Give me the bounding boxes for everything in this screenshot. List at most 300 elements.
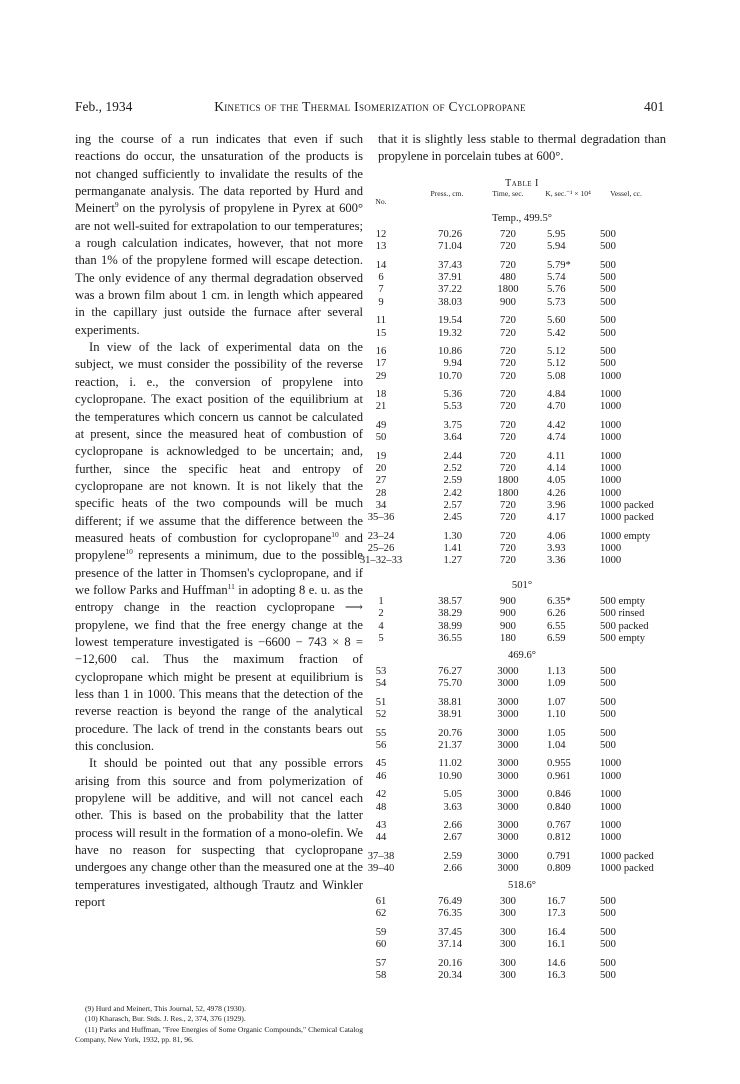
cell-time: 3000	[497, 801, 519, 813]
cell-rate-constant: 5.79*	[547, 259, 571, 271]
cell-pressure: 3.64	[443, 432, 462, 444]
cell-row-number: 62	[375, 908, 387, 920]
cell-pressure: 2.66	[443, 863, 462, 875]
cell-vessel: 1000 packed	[600, 512, 654, 524]
cell-row-number: 54	[375, 678, 387, 690]
cell-row-number: 17	[375, 358, 387, 370]
cell-pressure: 1.30	[443, 530, 462, 542]
table-row	[0, 432, 740, 444]
cell-rate-constant: 17.3	[547, 908, 566, 920]
cell-time: 3000	[497, 678, 519, 690]
cell-rate-constant: 3.93	[547, 543, 566, 554]
cell-vessel: 500	[600, 358, 616, 370]
cell-pressure: 36.55	[438, 632, 462, 644]
cell-rate-constant: 0.812	[547, 832, 571, 844]
cell-rate-constant: 4.42	[547, 419, 566, 431]
cell-time: 300	[500, 926, 516, 938]
cell-pressure: 76.27	[438, 666, 462, 677]
cell-rate-constant: 4.11	[547, 450, 566, 462]
cell-vessel: 1000	[600, 487, 622, 499]
cell-rate-constant: 5.73	[547, 296, 566, 308]
cell-pressure: 76.49	[438, 896, 462, 907]
cell-vessel: 1000	[600, 419, 622, 431]
cell-time: 720	[500, 346, 516, 357]
cell-vessel: 500	[600, 272, 616, 284]
cell-rate-constant: 4.05	[547, 475, 566, 487]
cell-pressure: 20.76	[438, 727, 462, 739]
cell-vessel: 1000	[600, 758, 622, 770]
cell-rate-constant: 5.08	[547, 370, 566, 382]
col-header-vessel: Vessel, cc.	[610, 189, 642, 198]
cell-time: 720	[500, 512, 516, 524]
table-row	[0, 358, 740, 370]
cell-pressure: 71.04	[438, 241, 462, 253]
cell-vessel: 1000	[600, 555, 622, 567]
cell-row-number: 43	[375, 820, 387, 831]
cell-row-number: 4	[378, 620, 384, 632]
cell-time: 720	[500, 259, 516, 271]
table-row	[0, 758, 740, 770]
table-row	[0, 389, 740, 401]
cell-time: 300	[500, 908, 516, 920]
cell-pressure: 5.53	[443, 401, 462, 413]
cell-time: 1800	[497, 475, 519, 487]
cell-pressure: 37.45	[438, 926, 462, 938]
cell-vessel: 500	[600, 696, 616, 708]
cell-row-number: 52	[375, 709, 387, 721]
cell-vessel: 1000 packed	[600, 499, 654, 511]
cell-pressure: 5.36	[443, 389, 462, 401]
cell-pressure: 20.16	[438, 957, 462, 969]
cell-pressure: 76.35	[438, 908, 462, 920]
cell-pressure: 2.59	[443, 850, 462, 862]
table-row	[0, 927, 740, 939]
cell-pressure: 38.29	[438, 608, 462, 620]
table-row	[0, 555, 740, 567]
cell-time: 300	[500, 957, 516, 969]
cell-time: 720	[500, 389, 516, 401]
cell-time: 720	[500, 229, 516, 240]
cell-row-number: 28	[375, 487, 387, 499]
cell-vessel: 1000	[600, 389, 622, 401]
cell-vessel: 500	[600, 739, 616, 751]
cell-time: 300	[500, 896, 516, 907]
cell-pressure: 2.66	[443, 820, 462, 831]
table-row	[0, 401, 740, 413]
cell-rate-constant: 5.95	[547, 229, 566, 240]
cell-row-number: 7	[378, 284, 384, 296]
footnote-10: (10) Kharasch, Bur. Stds. J. Res., 2, 374, 376 (1929).	[85, 1014, 246, 1024]
cell-time: 720	[500, 241, 516, 253]
cell-rate-constant: 0.846	[547, 789, 571, 801]
cell-pressure: 2.44	[443, 450, 462, 462]
cell-time: 1800	[497, 284, 519, 296]
table-row	[0, 908, 740, 920]
cell-row-number: 29	[375, 370, 387, 382]
cell-rate-constant: 6.59	[547, 632, 566, 644]
cell-pressure: 11.02	[438, 758, 462, 770]
cell-pressure: 2.45	[443, 512, 462, 524]
cell-rate-constant: 6.55	[547, 620, 566, 632]
cell-row-number: 48	[375, 801, 387, 813]
col-header-time: Time, sec.	[492, 189, 524, 198]
cell-rate-constant: 1.05	[547, 727, 566, 739]
col-header-no: No.	[375, 197, 387, 206]
table-row	[0, 970, 740, 982]
cell-row-number: 14	[375, 259, 387, 271]
table-row	[0, 896, 740, 908]
cell-pressure: 37.91	[438, 272, 462, 284]
section-header: 518.6°	[507, 880, 537, 891]
cell-row-number: 39–40	[367, 863, 395, 875]
cell-row-number: 5	[378, 632, 384, 644]
table-row	[0, 820, 740, 832]
cell-rate-constant: 0.961	[547, 770, 571, 782]
cell-vessel: 500	[600, 957, 616, 969]
cell-time: 3000	[497, 727, 519, 739]
section-header: 469.6°	[507, 650, 537, 661]
cell-rate-constant: 5.76	[547, 284, 566, 296]
cell-row-number: 23–24	[367, 530, 395, 542]
cell-vessel: 1000	[600, 543, 622, 554]
cell-rate-constant: 4.06	[547, 530, 566, 542]
cell-vessel: 500 packed	[600, 620, 649, 632]
cell-rate-constant: 0.767	[547, 820, 571, 831]
footnote-11: (11) Parks and Huffman, "Free Energies of Some Organic Compounds," Chemical Catalog Company, New York, 1932, pp. 81, 96.	[75, 1024, 363, 1045]
cell-vessel: 500	[600, 259, 616, 271]
table-row	[0, 608, 740, 620]
table-row	[0, 851, 740, 863]
cell-vessel: 1000	[600, 820, 622, 831]
cell-rate-constant: 6.35*	[547, 596, 571, 607]
cell-row-number: 53	[375, 666, 387, 677]
cell-rate-constant: 3.36	[547, 555, 566, 567]
table-row	[0, 328, 740, 340]
table-row	[0, 229, 740, 241]
cell-pressure: 37.43	[438, 259, 462, 271]
cell-vessel: 500	[600, 926, 616, 938]
table-row	[0, 832, 740, 844]
cell-rate-constant: 0.809	[547, 863, 571, 875]
cell-vessel: 1000	[600, 432, 622, 444]
cell-rate-constant: 16.3	[547, 969, 566, 981]
right-column-intro: that it is slightly less stable to thermal degradation than propylene in porcelain tubes at 600°.	[378, 132, 666, 164]
cell-pressure: 10.70	[438, 370, 462, 382]
cell-pressure: 10.86	[438, 346, 462, 357]
cell-row-number: 61	[375, 896, 387, 907]
table-row	[0, 633, 740, 645]
cell-row-number: 13	[375, 241, 387, 253]
cell-pressure: 2.57	[443, 499, 462, 511]
cell-vessel: 500	[600, 315, 616, 327]
cell-row-number: 21	[375, 401, 387, 413]
table-row	[0, 463, 740, 475]
section-header: Temp., 499.5°	[492, 213, 552, 224]
table-row	[0, 475, 740, 487]
cell-time: 3000	[497, 863, 519, 875]
cell-rate-constant: 4.84	[547, 389, 566, 401]
cell-pressure: 37.22	[438, 284, 462, 296]
cell-vessel: 500 empty	[600, 632, 646, 644]
cell-rate-constant: 16.7	[547, 896, 566, 907]
cell-time: 180	[500, 632, 516, 644]
cell-row-number: 57	[375, 957, 387, 969]
table-row	[0, 315, 740, 327]
cell-time: 3000	[497, 758, 519, 770]
cell-time: 720	[500, 401, 516, 413]
cell-time: 300	[500, 939, 516, 951]
cell-rate-constant: 4.14	[547, 463, 566, 474]
cell-row-number: 11	[375, 315, 387, 327]
cell-pressure: 38.57	[438, 596, 462, 607]
cell-time: 720	[500, 432, 516, 444]
cell-time: 900	[500, 620, 516, 632]
cell-row-number: 19	[375, 450, 387, 462]
cell-vessel: 500	[600, 896, 616, 907]
cell-vessel: 500	[600, 284, 616, 296]
cell-vessel: 1000	[600, 832, 622, 844]
cell-vessel: 1000	[600, 401, 622, 413]
cell-pressure: 37.14	[438, 939, 462, 951]
cell-pressure: 3.63	[443, 801, 462, 813]
table-row	[0, 260, 740, 272]
cell-time: 480	[500, 272, 516, 284]
cell-time: 3000	[497, 739, 519, 751]
cell-row-number: 60	[375, 939, 387, 951]
cell-pressure: 2.52	[443, 463, 462, 474]
cell-pressure: 2.42	[443, 487, 462, 499]
cell-vessel: 1000	[600, 770, 622, 782]
cell-vessel: 500	[600, 666, 616, 677]
table-row	[0, 666, 740, 678]
table-row	[0, 621, 740, 633]
table-row	[0, 543, 740, 555]
table-row	[0, 958, 740, 970]
cell-row-number: 45	[375, 758, 387, 770]
table-row	[0, 371, 740, 383]
table-row	[0, 863, 740, 875]
cell-rate-constant: 4.70	[547, 401, 566, 413]
cell-row-number: 55	[375, 727, 387, 739]
cell-vessel: 1000 packed	[600, 850, 654, 862]
cell-row-number: 44	[375, 832, 387, 844]
table-caption: Table I	[505, 178, 539, 189]
cell-pressure: 10.90	[438, 770, 462, 782]
cell-rate-constant: 5.60	[547, 315, 566, 327]
table-row	[0, 488, 740, 500]
cell-pressure: 20.34	[438, 969, 462, 981]
cell-time: 900	[500, 596, 516, 607]
cell-pressure: 1.27	[443, 555, 462, 567]
cell-vessel: 500	[600, 678, 616, 690]
table-row	[0, 728, 740, 740]
cell-rate-constant: 1.04	[547, 739, 566, 751]
cell-row-number: 50	[375, 432, 387, 444]
cell-rate-constant: 1.07	[547, 696, 566, 708]
cell-vessel: 1000	[600, 463, 622, 474]
cell-rate-constant: 0.955	[547, 758, 571, 770]
cell-row-number: 25–26	[367, 543, 395, 554]
cell-row-number: 56	[375, 739, 387, 751]
cell-time: 900	[500, 608, 516, 620]
cell-time: 720	[500, 463, 516, 474]
table-row	[0, 678, 740, 690]
table-row	[0, 451, 740, 463]
cell-row-number: 1	[378, 596, 384, 607]
table-row	[0, 500, 740, 512]
cell-pressure: 38.91	[438, 709, 462, 721]
table-row	[0, 420, 740, 432]
cell-time: 1800	[497, 487, 519, 499]
cell-time: 720	[500, 419, 516, 431]
cell-vessel: 500	[600, 229, 616, 240]
cell-vessel: 1000	[600, 801, 622, 813]
cell-time: 720	[500, 499, 516, 511]
cell-rate-constant: 3.96	[547, 499, 566, 511]
cell-row-number: 58	[375, 969, 387, 981]
cell-row-number: 46	[375, 770, 387, 782]
table-row	[0, 272, 740, 284]
cell-time: 3000	[497, 850, 519, 862]
cell-pressure: 1.41	[443, 543, 462, 554]
running-header-title: Kinetics of the Thermal Isomerization of Cyclopropane	[214, 99, 526, 114]
cell-row-number: 51	[375, 696, 387, 708]
cell-time: 720	[500, 327, 516, 339]
table-row	[0, 709, 740, 721]
table-row	[0, 512, 740, 524]
page-number: 401	[644, 99, 665, 114]
cell-time: 3000	[497, 770, 519, 782]
cell-pressure: 21.37	[438, 739, 462, 751]
table-row	[0, 531, 740, 543]
cell-rate-constant: 16.4	[547, 926, 566, 938]
cell-row-number: 16	[375, 346, 387, 357]
cell-time: 3000	[497, 789, 519, 801]
cell-rate-constant: 6.26	[547, 608, 566, 620]
table-row	[0, 346, 740, 358]
cell-row-number: 31–32–33	[359, 555, 403, 567]
table-row	[0, 241, 740, 253]
paragraph-2: In view of the lack of experimental data on the subject, we must consider the possibility of the reverse reaction, i. e., the conversion of propylene into cyclopropane. The exact position of the equilibrium at the temperatures which concern us cannot be calculated at present, since the measured heat of combustion of cyclopropane is acknowledged to be uncertain; and, further, since the specific heat and entropy of cyclopropane are not known. It is not likely that the specific heats of the two compounds will be much different; if we assume that the difference between the measured heats of combustion for cyclopropane$^{10}$ and propylene$^{10}$ represents a minimum, due to the possible presence of the latter in Thomsen's cyclopropane, and if we follow Parks and Huffman$^{11}$ in adopting 8 e. u. as the entropy change in the reaction cyclopropane ⟶ propylene, we find that the free energy change at the lowest temperature investigated is −6600 − 743 × 8 = −12,600 cal. Thus the maximum fraction of cyclopropane which might be present at equilibrium is less than 1 in 1000. This means that the detection of the reverse reaction is beyond the range of the analytical procedure. The lack of trend in the constants bears out this conclusion.	[75, 340, 364, 754]
cell-time: 3000	[497, 832, 519, 844]
section-header: 501°	[511, 580, 533, 591]
footnote-9: (9) Hurd and Meinert, This Journal, 52, 4978 (1930).	[85, 1004, 246, 1013]
cell-row-number: 20	[375, 463, 387, 474]
cell-rate-constant: 5.94	[547, 241, 566, 253]
cell-vessel: 500	[600, 908, 616, 920]
cell-time: 720	[500, 543, 516, 554]
cell-pressure: 70.26	[438, 229, 462, 240]
cell-pressure: 19.32	[438, 327, 462, 339]
cell-vessel: 500	[600, 346, 616, 357]
cell-pressure: 9.94	[443, 358, 462, 370]
cell-time: 720	[500, 450, 516, 462]
cell-time: 720	[500, 555, 516, 567]
cell-rate-constant: 4.74	[547, 432, 566, 444]
cell-row-number: 42	[375, 789, 387, 801]
cell-rate-constant: 4.17	[547, 512, 566, 524]
cell-rate-constant: 1.09	[547, 678, 566, 690]
cell-rate-constant: 5.12	[547, 346, 566, 357]
table-row	[0, 697, 740, 709]
cell-row-number: 34	[375, 499, 387, 511]
cell-time: 720	[500, 315, 516, 327]
cell-vessel: 500	[600, 727, 616, 739]
cell-vessel: 1000 empty	[600, 530, 651, 542]
cell-row-number: 49	[375, 419, 387, 431]
running-header-date: Feb., 1934	[75, 99, 133, 114]
cell-time: 720	[500, 530, 516, 542]
cell-rate-constant: 14.6	[547, 957, 566, 969]
cell-time: 3000	[497, 820, 519, 831]
cell-pressure: 38.81	[438, 696, 462, 708]
cell-vessel: 1000	[600, 450, 622, 462]
col-header-k: K, sec.⁻¹ × 10⁴	[545, 189, 591, 198]
cell-row-number: 18	[375, 389, 387, 401]
cell-vessel: 500 empty	[600, 596, 646, 607]
cell-row-number: 12	[375, 229, 387, 240]
cell-pressure: 3.75	[443, 419, 462, 431]
cell-row-number: 2	[378, 608, 384, 620]
cell-pressure: 75.70	[438, 678, 462, 690]
table-row	[0, 802, 740, 814]
cell-time: 3000	[497, 666, 519, 677]
cell-rate-constant: 16.1	[547, 939, 566, 951]
cell-rate-constant: 4.26	[547, 487, 566, 499]
cell-rate-constant: 1.13	[547, 666, 566, 677]
cell-vessel: 1000	[600, 475, 622, 487]
cell-vessel: 500	[600, 709, 616, 721]
table-row	[0, 939, 740, 951]
cell-pressure: 2.67	[443, 832, 462, 844]
cell-pressure: 38.99	[438, 620, 462, 632]
cell-pressure: 38.03	[438, 296, 462, 308]
cell-rate-constant: 1.10	[547, 709, 566, 721]
cell-time: 720	[500, 358, 516, 370]
cell-time: 300	[500, 969, 516, 981]
cell-vessel: 500	[600, 939, 616, 951]
cell-vessel: 500	[600, 241, 616, 253]
cell-pressure: 5.05	[443, 789, 462, 801]
cell-pressure: 19.54	[438, 315, 462, 327]
cell-rate-constant: 5.42	[547, 327, 566, 339]
cell-vessel: 1000 packed	[600, 863, 654, 875]
cell-vessel: 1000	[600, 370, 622, 382]
cell-rate-constant: 5.12	[547, 358, 566, 370]
cell-row-number: 15	[375, 327, 387, 339]
cell-row-number: 37–38	[367, 850, 395, 862]
table-row	[0, 740, 740, 752]
table-row	[0, 789, 740, 801]
cell-pressure: 2.59	[443, 475, 462, 487]
cell-time: 720	[500, 370, 516, 382]
cell-vessel: 500	[600, 296, 616, 308]
table-row	[0, 771, 740, 783]
cell-time: 900	[500, 296, 516, 308]
cell-time: 3000	[497, 696, 519, 708]
cell-row-number: 9	[378, 296, 384, 308]
table-row	[0, 284, 740, 296]
table-row	[0, 596, 740, 608]
cell-row-number: 59	[375, 926, 387, 938]
cell-rate-constant: 0.791	[547, 850, 571, 862]
cell-vessel: 500	[600, 969, 616, 981]
cell-row-number: 6	[378, 272, 384, 284]
cell-row-number: 35–36	[367, 512, 395, 524]
col-header-press: Press., cm.	[430, 189, 464, 198]
cell-rate-constant: 0.840	[547, 801, 571, 813]
cell-vessel: 500	[600, 327, 616, 339]
